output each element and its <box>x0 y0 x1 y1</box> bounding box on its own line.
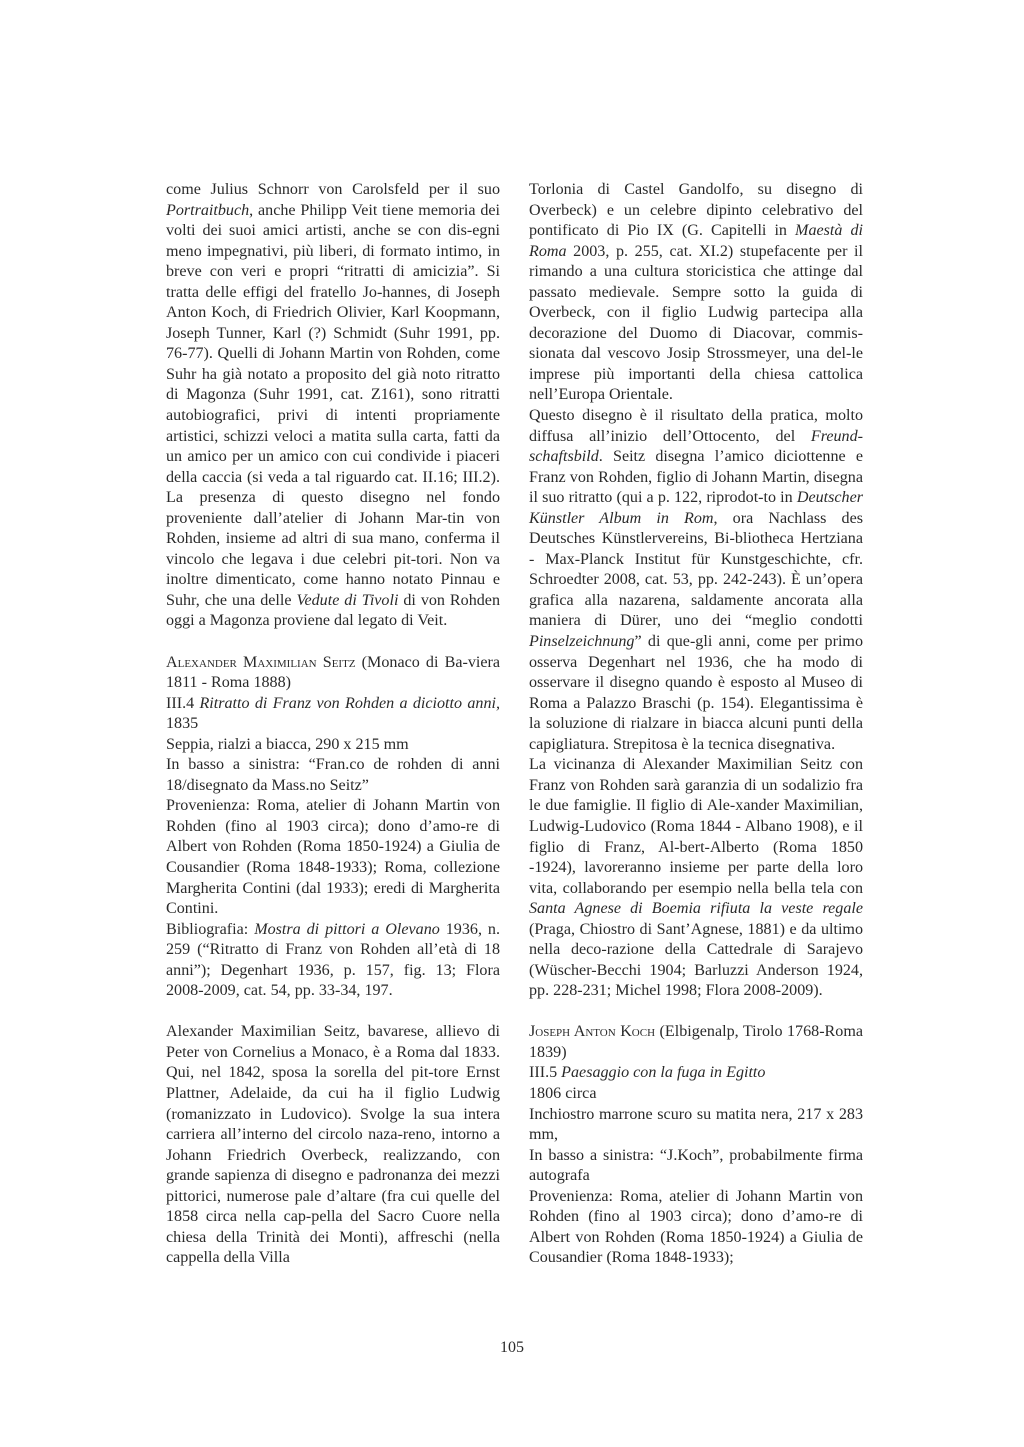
text-run: Bibliografia: <box>166 920 255 938</box>
paragraph-gap <box>166 1002 500 1023</box>
text-run: 1835 <box>166 715 199 733</box>
text-run: Questo disegno è il risultato della pratica, molto diffusa all’inizio dell’Ottocento, del <box>529 407 863 445</box>
left-column <box>166 180 500 1269</box>
page-number: 105 <box>500 1339 524 1356</box>
italic-title: Paesaggio con la fuga in Egitto <box>561 1064 766 1082</box>
catalog-entry-date <box>529 1084 863 1105</box>
catalog-entry-provenance <box>529 1187 863 1269</box>
commentary-paragraph <box>529 406 863 755</box>
italic-title: Santa Agnese di Boemia rifiuta la veste regale <box>529 900 863 918</box>
text-run: ” di que-gli anni, come per primo osserva Degenhart nel 1936, che ha modo di osservare il disegno quando è esposto al Museo di Roma a Palazzo Braschi (p. 154). Elegantissima è la soluzione di rialzare in biacca alcuni punti della capigliatura. Strepitosa è la tecnica disegnativa. <box>529 633 863 753</box>
catalog-entry-inscription <box>166 755 500 796</box>
italic-title: Pinselzeichnung <box>529 633 635 651</box>
text-run: 1806 circa <box>529 1085 597 1103</box>
catalog-entry-medium <box>529 1105 863 1146</box>
paragraph-gap <box>529 1002 863 1023</box>
text-run: Alexander Maximilian Seitz, bavarese, allievo di Peter von Cornelius a Monaco, è a Roma dal 1833. Qui, nel 1842, sposa la sorella del pit-tore Ernst Plattner, Adelaide, da cui ha il figlio Ludwig (romanizzato in Ludovico). Svolge la sua intera carriera all’interno del circolo naza-reno, intorno a Johann Friedrich Overbeck, realizzando, con grande sapienza di disegno e padronanza dei mezzi pittorici, numerose pale d’altare (fra cui quelle del 1858 circa nella cap-pella del Sacro Cuore nella chiesa della Trinità dei Monti), affreschi (nella cappella della Villa <box>166 1023 500 1267</box>
catalog-entry-provenance <box>166 796 500 919</box>
commentary-paragraph-continued <box>529 180 863 406</box>
text-run: come Julius Schnorr von Carolsfeld per il suo <box>166 181 500 198</box>
text-run: di von Rohden oggi a Magonza proviene dal legato di Veit. <box>166 591 500 630</box>
intro-paragraph <box>166 180 500 632</box>
commentary-paragraph <box>166 1022 500 1269</box>
paragraph-gap <box>166 632 500 653</box>
text-run: Provenienza: Roma, atelier di Johann Martin von Rohden (fino al 1903 circa); dono d’amo-re di Albert von Rohden (Roma 1850-1924) a Giulia de Cousandier (Roma 1848-1933); <box>529 1187 863 1267</box>
text-run: , ora Nachlass des Deutsches Künstlervereins, Bi-bliotheca Hertziana - Max-Planck Institut für Kunstgeschichte, cfr. Schroedter 2008, cat. 53, pp. 242-243). È un’opera grafica alla nazarena, saldamente ancorata alla maniera di Dürer, uno dei “meglio condotti <box>529 509 863 630</box>
text-run: 2003, p. 255, cat. XI.2) stupefacente per il rimando a una cultura storicistica che attinge dal passato medievale. Sempre sotto la guida di Overbeck, con il figlio Ludwig partecipa alla decorazione del Duomo di Diacovar, commis-sionata dal vescovo Josip Strossmeyer, una del-le imprese più importanti della chiesa cattolica nell’Europa Orientale. <box>529 242 863 404</box>
italic-title: Freund-schaftsbild <box>529 427 863 466</box>
text-run: La vicinanza di Alexander Maximilian Seitz con Franz von Rohden sarà garanzia di un sodalizio fra le due famiglie. Il figlio di Ale-xander Maximilian, Ludwig-Ludovico (Roma 1844 - Albano 1908), e il figlio di Franz, Al-bert-Alberto (Roma 1850 -1924), lavoreranno insieme per parte della loro vita, collaborando per esempio nella bella tela con <box>529 756 863 897</box>
author-name: Joseph Anton Koch <box>529 1023 656 1041</box>
text-run: Provenienza: Roma, atelier di Johann Martin von Rohden (fino al 1903 circa); dono d’amo-re di Albert von Rohden (Roma 1850-1924) a Giulia de Cousandier (Roma 1848-1933); Roma, collezione Margherita Contini (dal 1933); eredi di Margherita Contini. <box>166 797 500 918</box>
italic-title: Portraitbuch <box>166 201 250 219</box>
commentary-paragraph <box>529 755 863 1002</box>
text-run: III.4 <box>166 694 200 712</box>
catalog-entry-title <box>529 1063 863 1084</box>
italic-title: Deutscher Künstler Album in Rom <box>529 489 863 527</box>
catalog-entry-inscription <box>529 1146 863 1187</box>
text-run: 1936, n. 259 (“Ritratto di Franz von Rohden all’età di 18 anni”); Degenhart 1936, p. 157, fig. 13; Flora 2008-2009, cat. 54, pp. 33-34, 197. <box>166 920 500 1000</box>
catalog-entry-bibliography <box>166 920 500 1002</box>
italic-title: Mostra di pittori a Olevano <box>254 920 440 938</box>
catalog-entry-heading <box>166 653 500 694</box>
text-run: , anche Philipp Veit tiene memoria dei volti dei suoi amici artisti, anche se con dis-egni meno impegnativi, più liberi, di formato intimo, in breve con veri e propri “ritratti di amicizia”. Si tratta delle effigi del fratello Jo-hannes, di Joseph Anton Koch, di Friedrich Olivier, Karl Koopmann, Joseph Tunner, Karl (?) Schmidt (Suhr 1991, pp. 76-77). Quelli di Johann Martin von Rohden, come Suhr ha già notato a proposito del già noto ritratto di Magonza (Suhr 1991, cat. Z161), sono ritratti autobiografici, privi di intenti propriamente artistici, schizzi veloci a matita sulla carta, fatti da un amico per un amico con cui condivide i piaceri della caccia (si veda a tal riguardo cat. II.16; III.2). La presenza di questo disegno nel fondo proveniente dall’atelier di Johann Mar-tin von Rohden, insieme ad altri di sua mano, conferma il vincolo che legava i due celebri pit-tori. Non va inoltre dimenticato, come hanno notato Pinnau e Suhr, che una delle <box>166 201 500 609</box>
text-run: (Praga, Chiostro di Sant’Agnese, 1881) e da ultimo nella deco-razione della Cattedrale di Sarajevo (Wüscher-Becchi 1904; Barluzzi Anderson 1924, pp. 228-231; Michel 1998; Flora 2008-2009). <box>529 920 863 1000</box>
right-column <box>529 180 863 1269</box>
text-run: In basso a sinistra: “J.Koch”, probabilmente firma autografa <box>529 1146 863 1185</box>
italic-title: Ritratto di Franz von Rohden a diciotto anni, <box>199 694 500 712</box>
text-run: Seppia, rialzi a biacca, 290 x 215 mm <box>166 735 409 753</box>
italic-title: Vedute di Tivoli <box>296 591 399 609</box>
italic-title: Maestà di Roma <box>529 222 863 260</box>
text-run: (Elbigenalp, Tirolo 1768-Roma 1839) <box>529 1023 864 1061</box>
author-name: Alexander Maximilian Seitz <box>166 653 356 671</box>
text-run: III.5 <box>529 1064 562 1082</box>
text-run: . Seitz disegna l’amico diciottenne e Franz von Rohden, figlio di Johann Martin, disegna il suo ritratto (qui a p. 122, riprodot-to in <box>529 448 863 507</box>
catalog-entry-heading <box>529 1022 863 1063</box>
catalog-entry-title <box>166 694 500 735</box>
text-run: Inchiostro marrone scuro su matita nera, 217 x 283 mm, <box>529 1105 863 1144</box>
text-run: (Monaco di Ba-viera 1811 - Roma 1888) <box>166 653 500 692</box>
text-run: In basso a sinistra: “Fran.co de rohden di anni 18/disegnato da Mass.no Seitz” <box>166 756 500 794</box>
text-run: Torlonia di Castel Gandolfo, su disegno di Overbeck) e un celebre dipinto celebrativo del pontificato di Pio IX (G. Capitelli in <box>529 181 863 240</box>
catalog-entry-medium <box>166 735 500 756</box>
